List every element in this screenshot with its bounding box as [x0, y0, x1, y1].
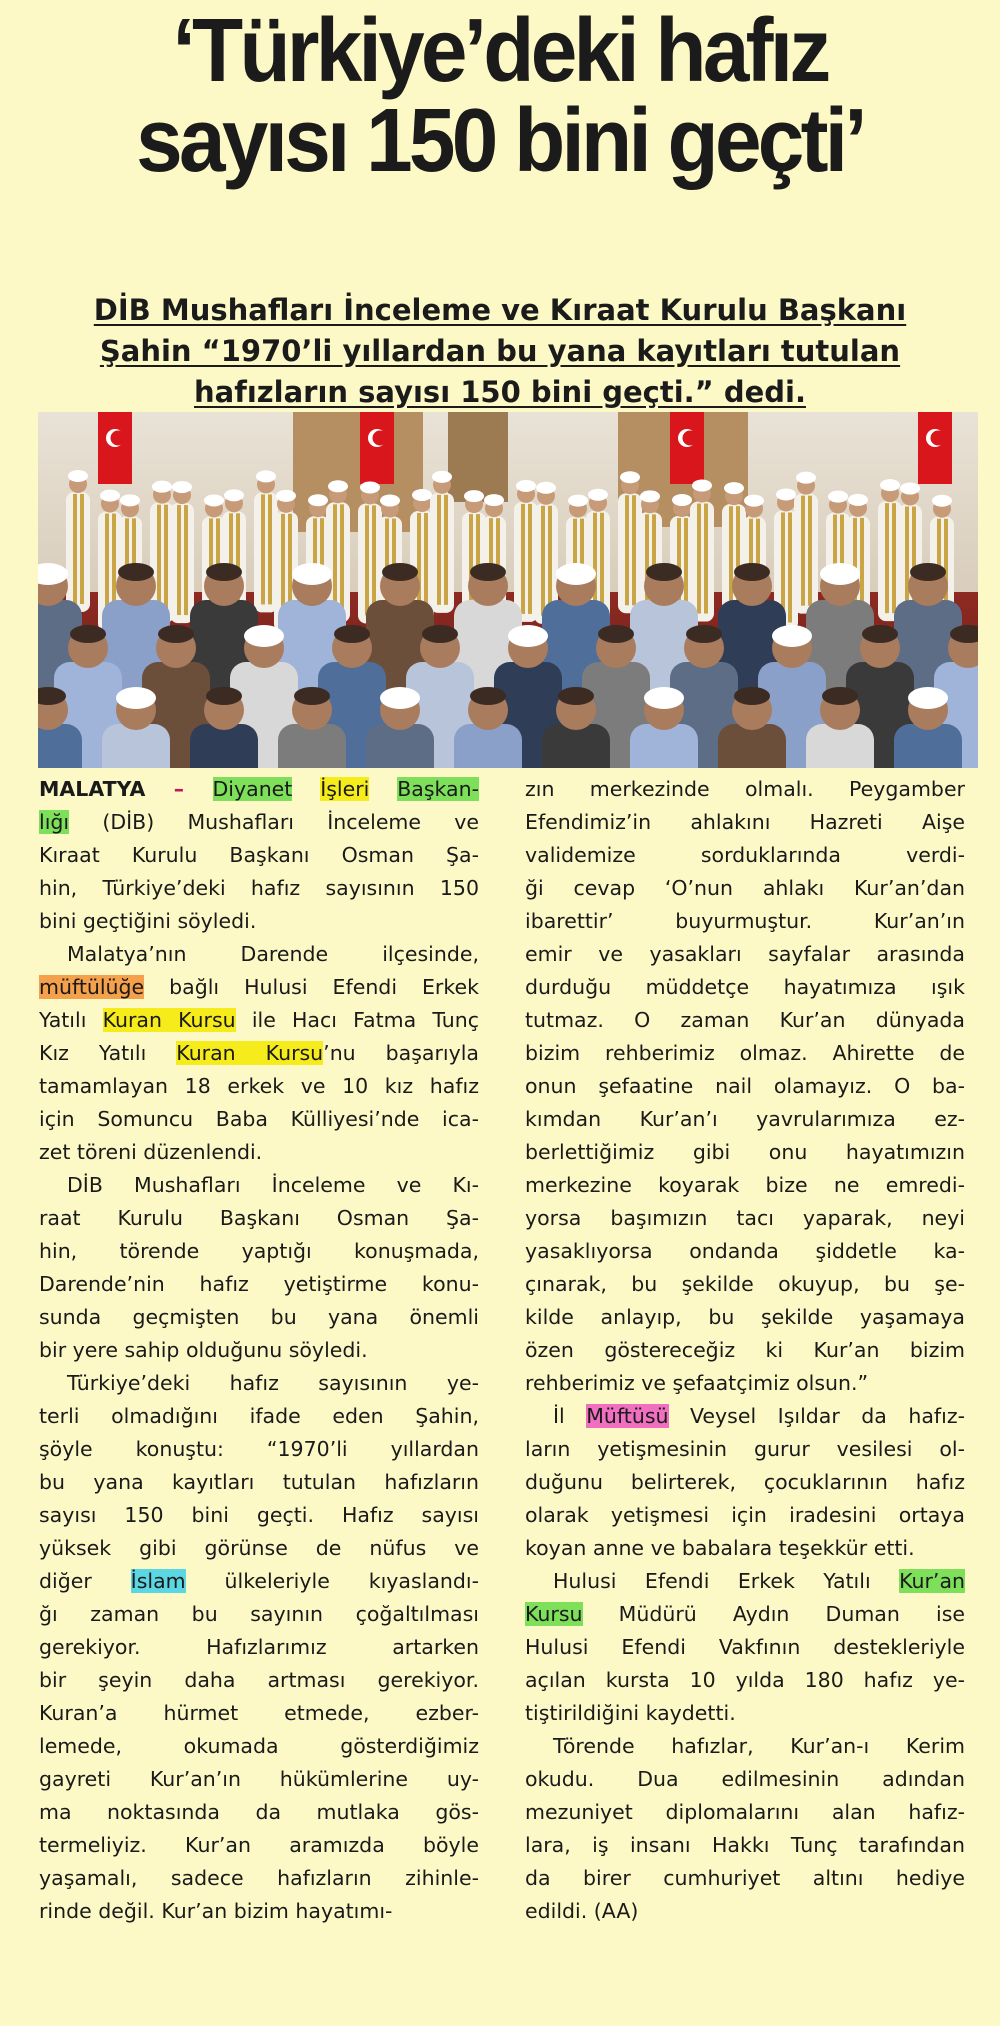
- highlighted-term: İslam: [130, 1569, 186, 1593]
- article-line: berlettiğimiz gibi onu hayatımızın: [525, 1140, 965, 1164]
- article-line: [525, 1565, 965, 1598]
- highlighted-term: Başkan-: [397, 777, 479, 801]
- article-line: ların yetişmesinin gurur vesilesi ol-: [525, 1437, 965, 1461]
- article-line: kımdan Kur’an’ı yavrularımıza ez-: [525, 1107, 965, 1131]
- article-line: yüksek gibi görünse de nüfus ve: [39, 1536, 479, 1560]
- subheadline: [40, 290, 960, 413]
- article-text: [292, 777, 320, 801]
- article-line: sunda geçmişten bu yana önemli: [39, 1305, 479, 1329]
- article-line: tamamlayan 18 erkek ve 10 kız hafız: [39, 1074, 479, 1098]
- article-line: için Somuncu Baba Külliyesi’nde ica-: [39, 1107, 479, 1131]
- article-text: İl: [553, 1404, 587, 1428]
- article-line: Törende hafızlar, Kur’an-ı Kerim: [553, 1734, 965, 1758]
- article-line: kilde anlayıp, bu şekilde yaşamaya: [525, 1305, 965, 1329]
- article-line: koyan anne ve babalara teşekkür etti.: [525, 1536, 915, 1560]
- article-line: lemede, okumada gösterdiğimiz: [39, 1734, 479, 1758]
- highlighted-term: Kuran Kursu: [176, 1041, 324, 1065]
- article-line: ği cevap ‘O’nun ahlakı Kur’an’dan: [525, 876, 965, 900]
- article-line: raat Kurulu Başkanı Osman Şa-: [39, 1206, 479, 1230]
- article-text: Hulusi Efendi Erkek Yatılı: [553, 1569, 900, 1593]
- article-line: ibarettir’ buyurmuştur. Kur’an’ın: [525, 909, 965, 933]
- article-line: terli olmadığını ifade eden Şahin,: [39, 1404, 479, 1428]
- turkish-flag-icon: [670, 412, 704, 484]
- article-line: rehberimiz ve şefaatçimiz olsun.”: [525, 1371, 869, 1395]
- article-line: bizim rehberimiz olmaz. Ahirette de: [525, 1041, 965, 1065]
- article-line: Hulusi Efendi Vakfının destekleriyle: [525, 1635, 965, 1659]
- article-line: [525, 1598, 965, 1631]
- article-line: hin, törende yaptığı konuşmada,: [39, 1239, 479, 1263]
- article-line: bir yere sahip olduğunu söyledi.: [39, 1338, 368, 1362]
- highlighted-term: lığı: [39, 810, 70, 834]
- article-line: [39, 1565, 479, 1598]
- headline-line-2: sayısı 150 bini geçti’: [136, 91, 864, 191]
- article-line: [525, 1400, 965, 1433]
- article-line: Kuran’a hürmet etmede, ezber-: [39, 1701, 479, 1725]
- article-line: rinde değil. Kur’an bizim hayatımı-: [39, 1899, 393, 1923]
- article-text: Yatılı: [39, 1008, 103, 1032]
- turkish-flag-icon: [360, 412, 394, 484]
- article-text: bağlı Hulusi Efendi Erkek: [144, 975, 479, 999]
- article-text: [369, 777, 397, 801]
- article-line: çınarak, bu şekilde okuyup, bu şe-: [525, 1272, 965, 1296]
- article-line: edildi. (AA): [525, 1899, 639, 1923]
- article-line: gayreti Kur’an’ın hükümlerine uy-: [39, 1767, 479, 1791]
- article-line: gerekiyor. Hafızlarımız artarken: [39, 1635, 479, 1659]
- article-line: da birer cumhuriyet altını hediye: [525, 1866, 965, 1890]
- article-text: ile Hacı Fatma Tunç: [235, 1008, 479, 1032]
- highlighted-term: Kuran Kursu: [102, 1008, 236, 1032]
- article-text: diğer: [39, 1569, 131, 1593]
- article-line: Kıraat Kurulu Başkanı Osman Şa-: [39, 843, 479, 867]
- highlighted-term: Kur’an: [899, 1569, 965, 1593]
- article-text: Kız Yatılı: [39, 1041, 177, 1065]
- article-line: emir ve yasakları sayfalar arasında: [525, 942, 965, 966]
- turkish-flag-icon: [98, 412, 132, 484]
- article-line: Efendimiz’in ahlakını Hazreti Aişe: [525, 810, 965, 834]
- article-line: bir şeyin daha artması gerekiyor.: [39, 1668, 479, 1692]
- dateline: MALATYA: [39, 777, 146, 801]
- article-line: bini geçtiğini söyledi.: [39, 909, 257, 933]
- highlighted-term: Kursu: [525, 1602, 583, 1626]
- article-line: validemize sorduklarında verdi-: [525, 843, 965, 867]
- article-line: tutmaz. O zaman Kur’an dünyada: [525, 1008, 965, 1032]
- article-line: yaşamalı, sadece hafızların zihinle-: [39, 1866, 479, 1890]
- subheadline-line-1: DİB Mushafları İnceleme ve Kıraat Kurulu Başkanı: [93, 293, 907, 327]
- article-line: onun şefaatine nail olamayız. O ba-: [525, 1074, 965, 1098]
- article-line: DİB Mushafları İnceleme ve Kı-: [67, 1173, 479, 1197]
- article-text: (DİB) Mushafları İnceleme ve: [69, 810, 479, 834]
- article-line: bu yana kayıtları tutulan hafızların: [39, 1470, 479, 1494]
- article-line: [39, 1037, 479, 1070]
- headline: [35, 1, 965, 191]
- photo-icon: [38, 412, 978, 768]
- highlighted-term: müftülüğe: [39, 975, 145, 999]
- article-text: Veysel Işıldar da hafız-: [668, 1404, 965, 1428]
- article-text: ülkeleriyle kıyaslandı-: [185, 1569, 479, 1593]
- highlighted-term: Müftüsü: [586, 1404, 669, 1428]
- headline-line-1: ‘Türkiye’deki hafız: [172, 1, 828, 101]
- subheadline-line-2: Şahin “1970’li yıllardan bu yana kayıtları tutulan: [99, 334, 901, 368]
- subheadline-line-3: hafızların sayısı 150 bini geçti.” dedi.: [194, 375, 806, 409]
- article-line: [39, 1004, 479, 1037]
- article-line: duğunu belirterek, çocuklarının hafız: [525, 1470, 965, 1494]
- article-line: Malatya’nın Darende ilçesinde,: [67, 942, 479, 966]
- article-line: merkezine koyarak bize ne emredi-: [525, 1173, 965, 1197]
- article-column-left: [39, 773, 479, 1928]
- article-line: tiştirildiğini kaydetti.: [525, 1701, 736, 1725]
- article-line: sayısı 150 bini geçti. Hafız sayısı: [39, 1503, 479, 1527]
- article-line: durduğu müddetçe hayatımıza ışık: [525, 975, 965, 999]
- article-line: okudu. Dua edilmesinin adından: [525, 1767, 965, 1791]
- article-line: hin, Türkiye’deki hafız sayısının 150: [39, 876, 479, 900]
- article-line: [39, 806, 479, 839]
- article-line: yasaklıyorsa ondanda şiddetle ka-: [525, 1239, 965, 1263]
- article-line: lara, iş insanı Hakkı Tunç tarafından: [525, 1833, 965, 1857]
- article-text: Müdürü Aydın Duman ise: [582, 1602, 965, 1626]
- article-line: olarak yetişmesi için iradesini ortaya: [525, 1503, 965, 1527]
- dateline-dash: –: [145, 777, 213, 801]
- article-line: [39, 773, 479, 806]
- article-line: mezuniyet diplomalarını alan hafız-: [525, 1800, 965, 1824]
- article-line: ğı zaman bu sayının çoğaltılması: [39, 1602, 479, 1626]
- article-column-right: [525, 773, 965, 1928]
- article-line: Darende’nin hafız yetiştirme konu-: [39, 1272, 479, 1296]
- article-line: açılan kursta 10 yılda 180 hafız ye-: [525, 1668, 965, 1692]
- article-line: özen göstereceğiz ki Kur’an bizim: [525, 1338, 965, 1362]
- article-line: zet töreni düzenlendi.: [39, 1140, 263, 1164]
- article-line: şöyle konuştu: “1970’li yıllardan: [39, 1437, 479, 1461]
- highlighted-term: İşleri: [320, 777, 370, 801]
- article-line: termeliyiz. Kur’an aramızda böyle: [39, 1833, 479, 1857]
- turkish-flag-icon: [918, 412, 952, 484]
- article-line: ma noktasında da mutlaka gös-: [39, 1800, 479, 1824]
- highlighted-term: Diyanet: [212, 777, 293, 801]
- article-line: [39, 971, 479, 1004]
- article-text: ’nu başarıyla: [323, 1041, 479, 1065]
- article-line: Türkiye’deki hafız sayısının ye-: [67, 1371, 479, 1395]
- article-line: zın merkezinde olmalı. Peygamber: [525, 777, 965, 801]
- article-line: yorsa başımızın tacı yaparak, neyi: [525, 1206, 965, 1230]
- ceremony-photo: [38, 412, 978, 768]
